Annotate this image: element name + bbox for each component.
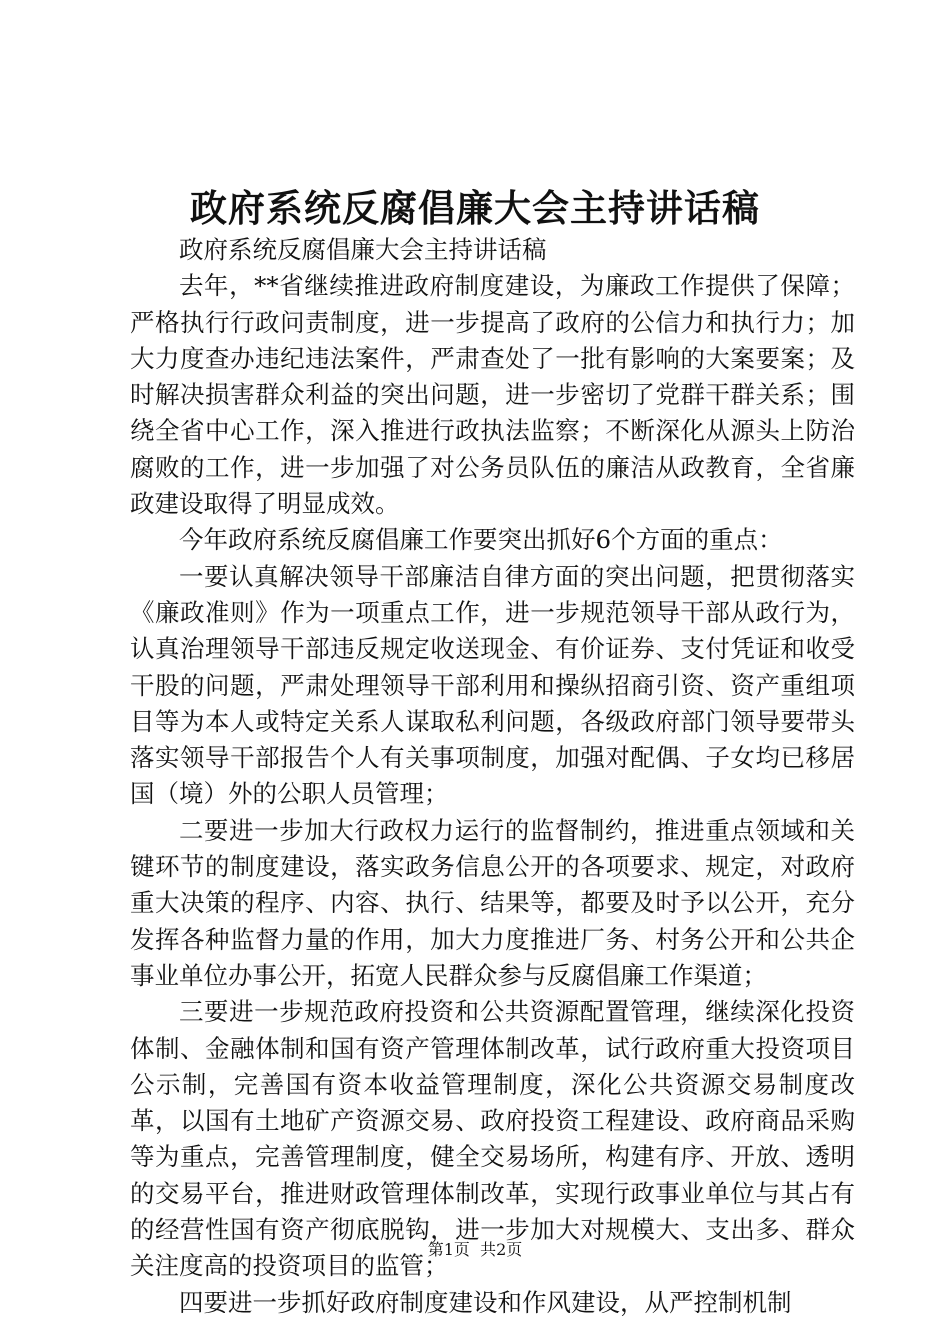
body-paragraph: 二要进一步加大行政权力运行的监督制约，推进重点领域和关键环节的制度建设，落实政务信息公开的各项要求、规定，对政府重大决策的程序、内容、执行、结果等，都要及时予以公开，充分发挥各种监督力量的作用，加大力度推进厂务、村务公开和公共企事业单位办事公开，拓宽人民群众参与反腐倡廉工作渠道； — [130, 815, 855, 990]
body-paragraph: 三要进一步规范政府投资和公共资源配置管理，继续深化投资体制、金融体制和国有资产管理体制改革，试行政府重大投资项目公示制，完善国有资本收益管理制度，深化公共资源交易制度改革，以国有土地矿产资源交易、政府投资工程建设、政府商品采购等为重点，完善管理制度，健全交易场所，构建有序、开放、透明的交易平台，推进财政管理体制改革，实现行政事业单位与其占有的经营性国有资产彻底脱钩，进一步加大对规模大、支出多、群众关注度高的投资项目的监管； — [130, 997, 855, 1281]
document-title: 政府系统反腐倡廉大会主持讲话稿 — [190, 186, 760, 230]
subtitle-paragraph: 政府系统反腐倡廉大会主持讲话稿 — [179, 235, 547, 264]
page-footer — [0, 1238, 950, 1262]
page-number: 第1页 共2页 — [427, 1240, 523, 1259]
document-body — [130, 232, 855, 1321]
body-paragraph: 今年政府系统反腐倡廉工作要突出抓好6个方面的重点： — [179, 525, 783, 555]
body-paragraph: 去年，**省继续推进政府制度建设，为廉政工作提供了保障；严格执行行政问责制度，进一步提高了政府的公信力和执行力；加大力度查办违纪违法案件，严肃查处了一批有影响的大案要案；及时解决损害群众利益的突出问题，进一步密切了党群干群关系；围绕全省中心工作，深入推进行政执法监察；不断深化从源头上防治腐败的工作，进一步加强了对公务员队伍的廉洁从政教育，全省廉政建设取得了明显成效。 — [130, 271, 855, 519]
body-paragraph: 四要进一步抓好政府制度建设和作风建设，从严控制机制 — [179, 1287, 792, 1317]
body-paragraph: 一要认真解决领导干部廉洁自律方面的突出问题，把贯彻落实《廉政准则》作为一项重点工作，进一步规范领导干部从政行为，认真治理领导干部违反规定收送现金、有价证券、支付凭证和收受干股的问题，严肃处理领导干部利用和操纵招商引资、资产重组项目等为本人或特定关系人谋取私利问题，各级政府部门领导要带头落实领导干部报告个人有关事项制度，加强对配偶、子女均已移居国（境）外的公职人员管理； — [130, 561, 855, 809]
